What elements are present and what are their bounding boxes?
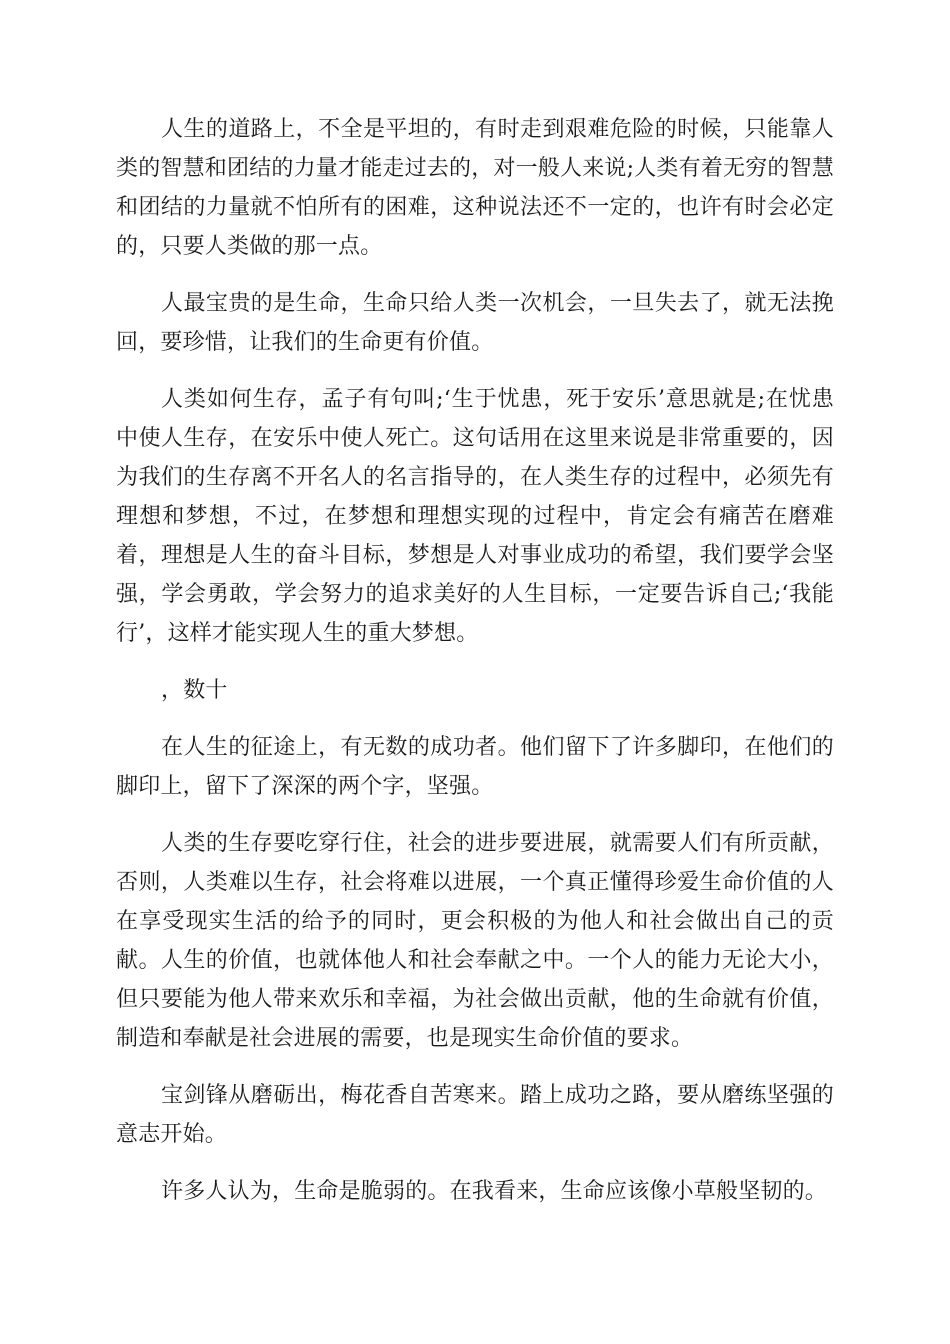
document-page bbox=[116, 110, 834, 1229]
paragraph-7: 宝剑锋从磨砺出，梅花香自苦寒来。踏上成功之路，要从磨练坚强的意志开始。 bbox=[116, 1083, 834, 1147]
paragraph-6: 人类的生存要吃穿行住，社会的进步要进展，就需要人们有所贡献，否则，人类难以生存，社会将难以进展，一个真正懂得珍爱生命价值的人在享受现实生活的给予的同时，更会积极的为他人和社会做出自己的贡献。人生的价值，也就体他人和社会奉献之中。一个人的能力无论大小，但只要能为他人带来欢乐和幸福，为社会做出贡献，他的生命就有价值，制造和奉献是社会进展的需要，也是现实生命价值的要求。 bbox=[116, 831, 834, 1051]
paragraph-3: 人类如何生存，孟子有句叫;‘生于忧患，死于安乐’意思就是;在忧患中使人生存，在安乐中使人死亡。这句话用在这里来说是非常重要的，因为我们的生存离不开名人的名言指导的，在人类生存的过程中，必须先有理想和梦想，不过，在梦想和理想实现的过程中，肯定会有痛苦在磨难着，理想是人生的奋斗目标，梦想是人对事业成功的希望，我们要学会坚强，学会勇敢，学会努力的追求美好的人生目标，一定要告诉自己;‘我能行’，这样才能实现人生的重大梦想。 bbox=[116, 387, 834, 646]
paragraph-2: 人最宝贵的是生命，生命只给人类一次机会，一旦失去了，就无法挽回，要珍惜，让我们的生命更有价值。 bbox=[116, 291, 834, 355]
paragraph-4: ，数十 bbox=[161, 678, 228, 703]
paragraph-5: 在人生的征途上，有无数的成功者。他们留下了许多脚印，在他们的脚印上，留下了深深的两个字，坚强。 bbox=[116, 735, 834, 799]
paragraph-8: 许多人认为，生命是脆弱的。在我看来，生命应该像小草般坚韧的。 bbox=[161, 1179, 828, 1204]
paragraph-1: 人生的道路上，不全是平坦的，有时走到艰难危险的时候，只能靠人类的智慧和团结的力量才能走过去的，对一般人来说;人类有着无穷的智慧和团结的力量就不怕所有的困难，这种说法还不一定的，也许有时会必定的，只要人类做的那一点。 bbox=[116, 117, 835, 259]
